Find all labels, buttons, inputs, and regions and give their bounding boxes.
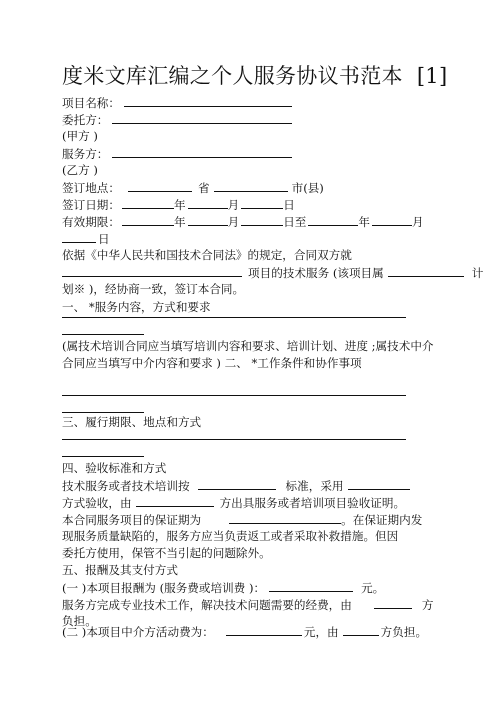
- section-4-heading: [62, 460, 166, 477]
- basis-line-3: [62, 281, 244, 298]
- validity-line: [62, 213, 424, 231]
- basis-text: 依据《中华人民共和国技术合同法》的规定，合同双方就: [62, 248, 352, 262]
- section-2-text: 合同应当填写中介内容和要求 ) 二、 *工作条件和协作事项: [62, 356, 362, 370]
- warranty-text-c: 现服务质量缺陷的，服务方应当负责返工或者采取补救措施。但因: [62, 529, 399, 543]
- document-title: [62, 62, 447, 90]
- validity-label: 有效期限：: [62, 215, 120, 229]
- fee-line-1: [62, 579, 384, 597]
- expense-text-b: 方: [421, 598, 434, 612]
- valid-end-day-blank: [62, 230, 96, 243]
- agency-fee-text-a: (二 )本项目中介方活动费为：: [62, 625, 214, 639]
- fee-text-b: 元。: [361, 581, 385, 595]
- city-label: 市(县): [291, 181, 324, 195]
- method-blank: [348, 477, 410, 490]
- basis-plan-text: 计: [471, 266, 484, 280]
- section-3-text: 三、履行期限、地点和方式: [62, 415, 202, 429]
- sign-year-blank: [122, 196, 174, 209]
- city-blank: [214, 179, 288, 192]
- standard-blank: [198, 477, 276, 490]
- sign-day-blank: [241, 196, 283, 209]
- acceptance-text-b: 标准，采用: [285, 479, 344, 493]
- section-5-text: 五、报酬及其支付方式: [62, 563, 178, 577]
- basis-end-text: 划※ )，经协商一致，签订本合同。: [62, 282, 245, 296]
- category-blank: [388, 264, 464, 277]
- valid-start-month-blank: [188, 213, 228, 226]
- service-party-label: 服务方：: [62, 147, 109, 161]
- section-1-text: 一、 *服务内容，方式和要求: [62, 300, 211, 314]
- sign-month-label: 月: [227, 198, 240, 212]
- acceptance-text-c: 方式验收，由: [62, 496, 132, 510]
- basis-project-text: 项目的技术服务 (该项目属: [248, 266, 384, 280]
- training-note-line-2: [62, 355, 362, 372]
- party-a-line: [62, 128, 98, 145]
- valid-start-year-label: 年: [173, 215, 186, 229]
- section-3-blank-line-2: [62, 456, 144, 457]
- sign-place-line: [62, 179, 324, 197]
- valid-start-day-blank: [241, 213, 283, 226]
- expense-text-a: 服务方完成专业技术工作，解决技术问题需要的经费，由: [62, 598, 352, 612]
- sign-month-blank: [188, 196, 228, 209]
- training-note-line-1: [62, 338, 434, 355]
- warranty-text-b: 。在保证期内发: [341, 513, 423, 527]
- valid-end-day-label: 日: [98, 232, 110, 246]
- entrusting-party-line: [62, 111, 292, 129]
- section-5-heading: [62, 562, 178, 579]
- entrusting-party-blank: [112, 111, 292, 124]
- agency-fee-blank: [226, 623, 302, 636]
- sign-date-label: 签订日期：: [62, 198, 120, 212]
- party-a-label: (甲方 ): [62, 129, 98, 143]
- expense-party-blank: [374, 596, 412, 609]
- fee-text-a: (一 )本项目报酬为 (服务费或培训费 )：: [62, 581, 266, 595]
- section-3-heading: [62, 414, 201, 431]
- section-2-blank-line-2: [62, 412, 144, 413]
- validity-day-line: [62, 230, 110, 248]
- valid-end-month-blank: [372, 213, 412, 226]
- section-3-blank-line-1: [62, 439, 406, 440]
- acceptance-text-d: 方出具服务或者培训项目验收证明。: [219, 496, 406, 510]
- valid-to-label: 日至: [283, 215, 307, 229]
- section-2-blank-line-1: [62, 395, 406, 396]
- agency-fee-line: [62, 623, 427, 641]
- sign-year-label: 年: [173, 198, 186, 212]
- project-name-line: [62, 94, 292, 112]
- valid-start-year-blank: [122, 213, 174, 226]
- training-note-text: (属技术培训合同应当填写培训内容和要求、培训计划、进度 ;属技术中介: [62, 339, 434, 353]
- valid-start-month-label: 月: [227, 215, 240, 229]
- valid-end-year-blank: [308, 213, 358, 226]
- sign-day-label: 日: [283, 198, 295, 212]
- warranty-blank: [229, 511, 341, 524]
- title-number: [1]: [416, 64, 448, 88]
- agency-fee-text-c: 方负担。: [380, 625, 428, 639]
- service-party-blank: [112, 145, 292, 158]
- sign-place-label: 签订地点：: [62, 181, 120, 195]
- title-text: 度米文库汇编之个人服务协议书范本: [62, 64, 403, 88]
- valid-end-month-label: 月: [412, 215, 424, 229]
- warranty-text-a: 本合同服务项目的保证期为: [62, 513, 202, 527]
- acceptance-line-2: [62, 494, 405, 512]
- warranty-text-d: 委托方使用，保管不当引起的问题除外。: [62, 546, 271, 560]
- sign-date-line: [62, 196, 295, 214]
- entrusting-party-label: 委托方：: [62, 113, 109, 127]
- acceptance-text-a: 技术服务或者技术培训按: [62, 479, 190, 493]
- warranty-line-3: [62, 545, 271, 562]
- service-party-line: [62, 145, 292, 163]
- certifier-blank: [136, 494, 214, 507]
- section-4-text: 四、验收标准和方式: [62, 461, 167, 475]
- project-blank: [62, 264, 242, 277]
- basis-line-2: [62, 264, 483, 282]
- section-1-blank-line-2: [62, 334, 144, 335]
- agency-fee-text-b: 元，由: [303, 625, 339, 639]
- warranty-line-2: [62, 528, 398, 545]
- province-blank: [128, 179, 192, 192]
- expense-text-c: 负担。: [62, 614, 97, 628]
- project-name-label: 项目名称：: [62, 96, 120, 110]
- party-b-line: [62, 162, 98, 179]
- fee-amount-blank: [269, 579, 353, 592]
- warranty-line-1: [62, 511, 422, 529]
- expense-line-1: [62, 596, 433, 614]
- section-1-blank-line-1: [62, 317, 406, 318]
- basis-line-1: [62, 247, 352, 264]
- section-1-heading: [62, 299, 211, 316]
- valid-end-year-label: 年: [358, 215, 371, 229]
- project-name-blank: [124, 94, 292, 107]
- acceptance-line-1: [62, 477, 410, 495]
- province-label: 省: [197, 181, 210, 195]
- agency-party-blank: [343, 623, 379, 636]
- party-b-label: (乙方 ): [62, 163, 98, 177]
